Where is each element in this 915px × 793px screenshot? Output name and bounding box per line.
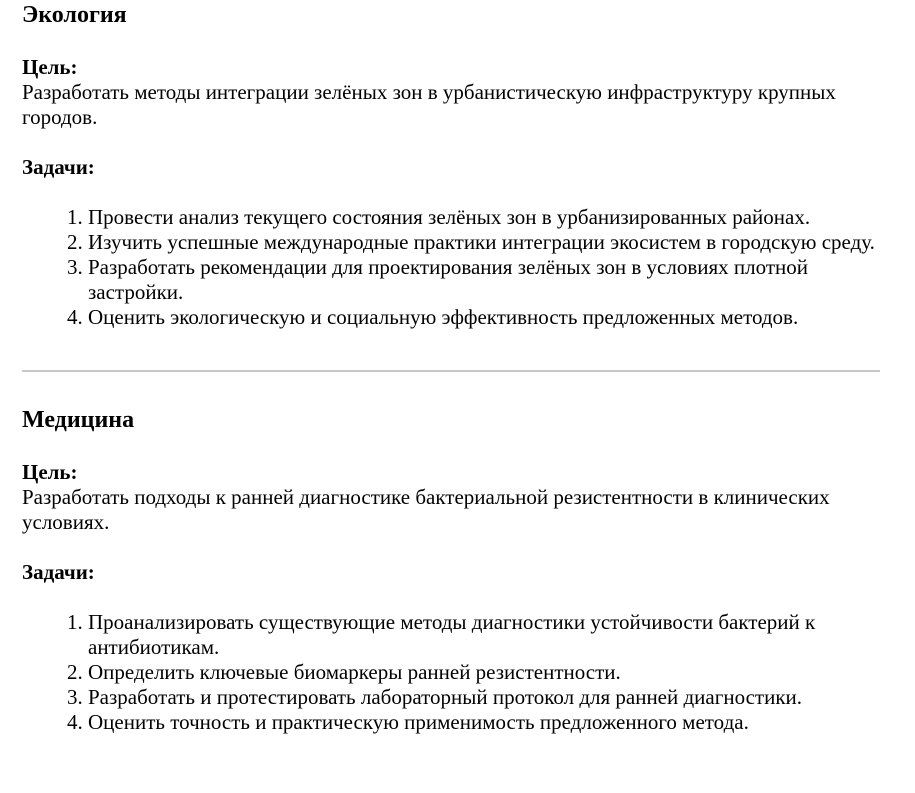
task-item: 2. Изучить успешные международные практики интеграции экосистем в городскую среду.	[88, 230, 880, 255]
goal-text: Разработать методы интеграции зелёных зон в урбанистическую инфраструктуру крупных городов.	[22, 80, 836, 129]
goal-label: Цель:	[22, 460, 78, 484]
task-item: 2. Определить ключевые биомаркеры ранней резистентности.	[88, 660, 880, 685]
task-item: 3. Разработать рекомендации для проектирования зелёных зон в условиях плотной застройки.	[88, 255, 880, 305]
section-ecology	[22, 0, 880, 330]
goal-text: Разработать подходы к ранней диагностике бактериальной резистентности в клинических условиях.	[22, 485, 830, 534]
tasks-label: Задачи:	[22, 155, 95, 179]
section-medicine	[22, 405, 880, 735]
tasks-label: Задачи:	[22, 560, 95, 584]
task-item: 4. Оценить точность и практическую применимость предложенного метода.	[88, 710, 880, 735]
tasks-list	[22, 205, 880, 330]
task-item: 1. Проанализировать существующие методы диагностики устойчивости бактерий к антибиотикам.	[88, 610, 880, 660]
section-title: Медицина	[22, 407, 135, 433]
section-divider	[22, 370, 880, 372]
tasks-list	[22, 610, 880, 735]
section-title: Экология	[22, 2, 127, 28]
task-item: 3. Разработать и протестировать лабораторный протокол для ранней диагностики.	[88, 685, 880, 710]
task-item: 4. Оценить экологическую и социальную эффективность предложенных методов.	[88, 305, 880, 330]
task-item: 1. Провести анализ текущего состояния зелёных зон в урбанизированных районах.	[88, 205, 880, 230]
goal-label: Цель:	[22, 55, 78, 79]
